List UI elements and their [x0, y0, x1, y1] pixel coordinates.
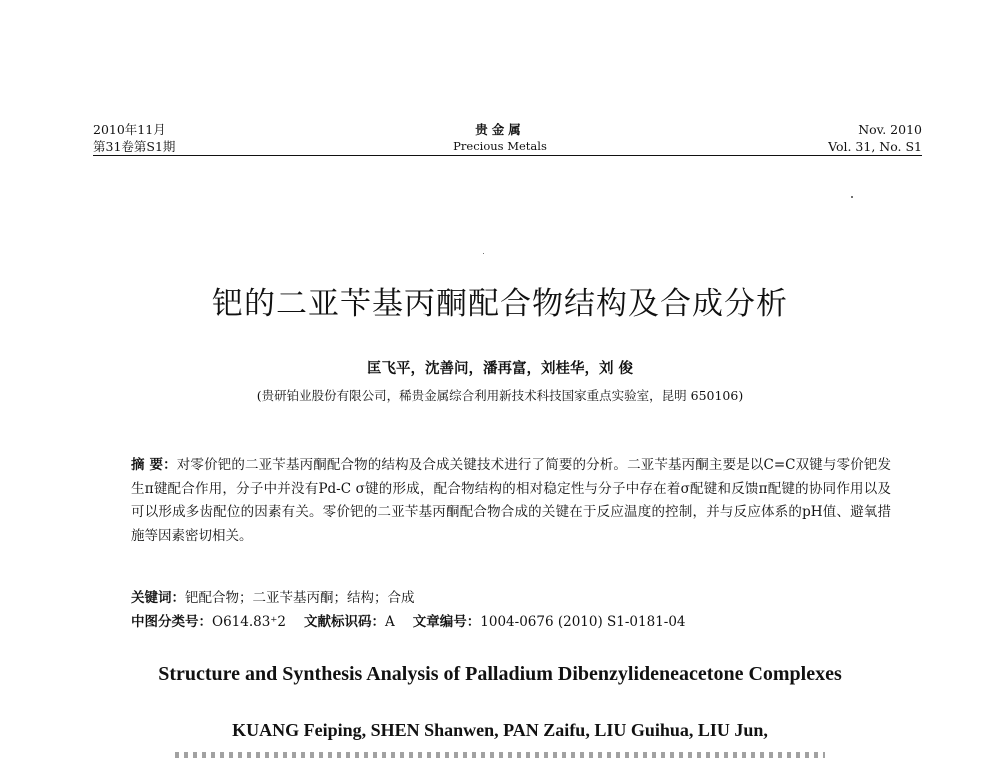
- issue-date-en: Nov. 2010: [858, 122, 922, 137]
- volume-issue: 第31卷第S1期: [93, 139, 176, 154]
- abstract: [131, 454, 891, 548]
- scan-speck: [851, 196, 853, 198]
- article-number-label: 文章编号：: [412, 614, 481, 630]
- clc-label: 中图分类号：: [131, 614, 212, 630]
- journal-name-en: Precious Metals: [453, 139, 547, 153]
- doc-code-value: A: [385, 614, 395, 630]
- cut-off-text-line: [175, 752, 825, 758]
- journal-date-volume-en: [828, 121, 922, 155]
- abstract-text: 对零价钯的二亚苄基丙酮配合物的结构及合成关键技术进行了简要的分析。二亚苄基丙酮主要是以C=C双键与零价钯发生π键配合作用，分子中并没有Pd-C σ键的形成，配合物结构的相对稳定性与分子中存在着σ配键和反馈π配键的协同作用以及可以形成多齿配位的因素有关。零价钯的二亚苄基丙酮配合物合成的关键在于反应温度的控制，并与反应体系的pH值、避氧措施等因素密切相关。: [131, 457, 891, 544]
- keywords: [131, 586, 415, 606]
- clc-value: O614.83⁺2: [212, 614, 287, 630]
- volume-issue-en: Vol. 31, No. S1: [828, 139, 922, 154]
- classification-line: [131, 610, 686, 630]
- keywords-text: 钯配合物；二亚苄基丙酮；结构；合成: [185, 590, 415, 606]
- authors-en: KUANG Feiping, SHEN Shanwen, PAN Zaifu, LIU Guihua, LIU Jun,: [232, 720, 768, 740]
- keywords-label: 关键词：: [131, 590, 185, 606]
- journal-name-cn: 贵金属: [475, 122, 525, 137]
- doc-code-label: 文献标识码：: [304, 614, 386, 630]
- abstract-label: 摘 要：: [131, 457, 177, 473]
- issue-date: 2010年11月: [93, 122, 166, 137]
- article-number-value: 1004-0676 (2010) S1-0181-04: [480, 614, 686, 630]
- article-title-cn: 钯的二亚苄基丙酮配合物结构及合成分析: [212, 286, 788, 322]
- article-title-en: Structure and Synthesis Analysis of Palladium Dibenzylideneacetone Complexes: [158, 663, 842, 685]
- scan-speck: [483, 253, 484, 254]
- affiliation-cn: (贵研铂业股份有限公司，稀贵金属综合利用新技术科技国家重点实验室，昆明 650106): [256, 388, 744, 403]
- authors-cn: 匡飞平，沈善问，潘再富，刘桂华，刘 俊: [366, 361, 634, 377]
- header-rule: [93, 155, 922, 156]
